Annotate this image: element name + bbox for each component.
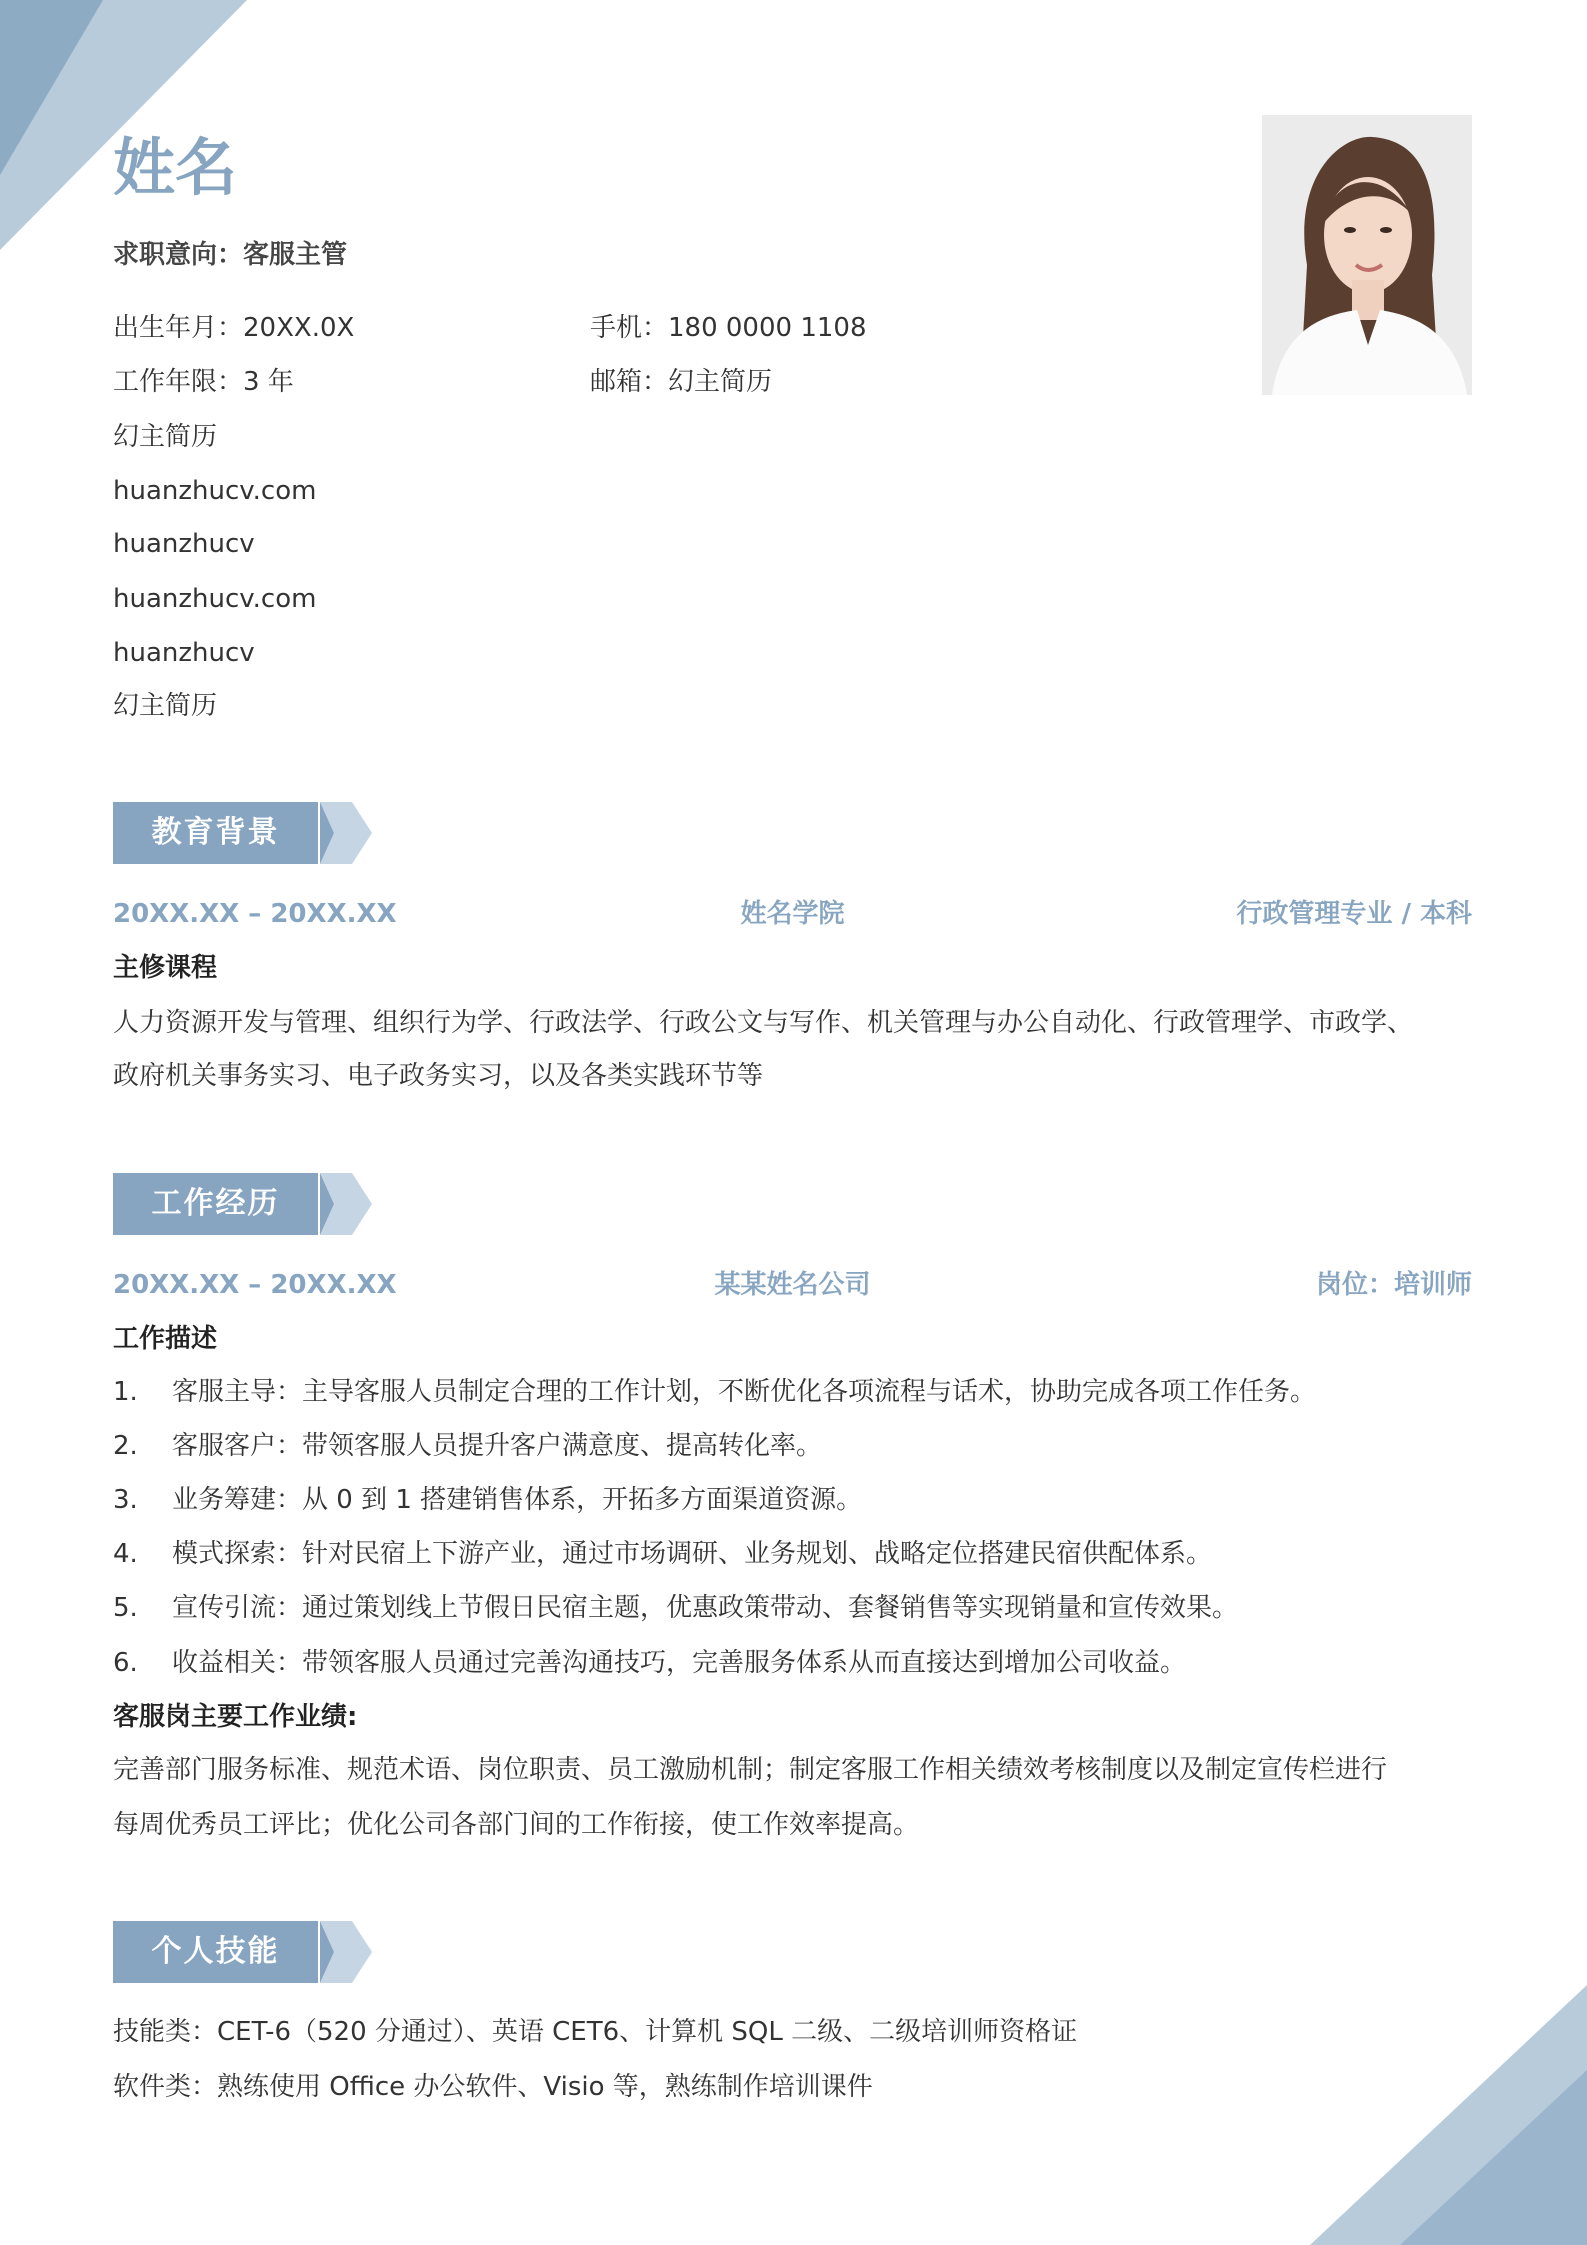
- corner-decoration-bottom-right: [1300, 1970, 1587, 2245]
- item-text: 业务筹建：从 0 到 1 搭建销售体系，开拓多方面渠道资源。: [172, 1485, 863, 1515]
- info-line: 幻主简历: [113, 691, 218, 721]
- candidate-name: 姓名: [113, 131, 238, 204]
- item-text: 客服主导：主导客服人员制定合理的工作计划，不断优化各项流程与话术，协助完成各项工作任务。: [172, 1377, 1317, 1407]
- section-header-skills: [113, 1921, 373, 1983]
- section-title: 工作经历: [113, 1173, 318, 1235]
- job-intent: 求职意向：客服主管: [113, 240, 348, 270]
- education-subtitle: 主修课程: [113, 953, 218, 983]
- item-text: 收益相关：带领客服人员通过完善沟通技巧，完善服务体系从而直接达到增加公司收益。: [172, 1648, 1187, 1678]
- education-school: 姓名学院: [740, 899, 845, 929]
- work-company: 某某姓名公司: [714, 1270, 871, 1300]
- info-line: huanzhucv.com: [113, 584, 317, 614]
- item-number: 4.: [113, 1539, 138, 1569]
- chevron-icon: [320, 802, 375, 864]
- item-number: 5.: [113, 1593, 138, 1623]
- chevron-icon: [320, 1921, 375, 1983]
- info-experience-years: 工作年限：3 年: [113, 367, 294, 397]
- profile-photo: [1262, 115, 1472, 395]
- item-text: 客服客户：带领客服人员提升客户满意度、提高转化率。: [172, 1431, 823, 1461]
- item-text: 模式探索：针对民宿上下游产业，通过市场调研、业务规划、战略定位搭建民宿供配体系。: [172, 1539, 1213, 1569]
- achievements-line: 每周优秀员工评比；优化公司各部门间的工作衔接，使工作效率提高。: [113, 1810, 920, 1840]
- chevron-icon: [320, 1173, 375, 1235]
- info-line: huanzhucv: [113, 638, 255, 668]
- skills-line: 技能类：CET-6（520 分通过）、英语 CET6、计算机 SQL 二级、二级培训师资格证: [113, 2017, 1078, 2047]
- work-date: 20XX.XX – 20XX.XX: [113, 1270, 397, 1300]
- education-major: 行政管理专业 / 本科: [1236, 899, 1472, 929]
- education-courses-line: 政府机关事务实习、电子政务实习，以及各类实践环节等: [113, 1061, 764, 1091]
- education-courses-line: 人力资源开发与管理、组织行为学、行政法学、行政公文与写作、机关管理与办公自动化、行政管理学、市政学、: [113, 1008, 1414, 1038]
- section-title: 教育背景: [113, 802, 318, 864]
- info-phone: 手机：180 0000 1108: [590, 313, 867, 343]
- skills-line: 软件类：熟练使用 Office 办公软件、Visio 等，熟练制作培训课件: [113, 2072, 873, 2102]
- info-email: 邮箱：幻主简历: [590, 367, 773, 397]
- item-number: 1.: [113, 1377, 138, 1407]
- info-birth: 出生年月：20XX.0X: [113, 313, 355, 343]
- work-position: 岗位：培训师: [1315, 1270, 1472, 1300]
- info-line: 幻主简历: [113, 422, 218, 452]
- item-number: 3.: [113, 1485, 138, 1515]
- info-line: huanzhucv.com: [113, 476, 317, 506]
- achievements-line: 完善部门服务标准、规范术语、岗位职责、员工激励机制；制定客服工作相关绩效考核制度以及制定宣传栏进行: [113, 1755, 1388, 1785]
- item-number: 6.: [113, 1648, 138, 1678]
- education-entry-header: [113, 887, 1472, 941]
- section-header-work: [113, 1173, 373, 1235]
- achievements-title: 客服岗主要工作业绩:: [113, 1702, 358, 1732]
- work-subtitle: 工作描述: [113, 1324, 218, 1354]
- section-header-education: [113, 802, 373, 864]
- info-line: huanzhucv: [113, 529, 255, 559]
- section-title: 个人技能: [113, 1921, 318, 1983]
- education-date: 20XX.XX – 20XX.XX: [113, 899, 397, 929]
- corner-decoration-top-left: [0, 0, 260, 260]
- item-number: 2.: [113, 1431, 138, 1461]
- work-entry-header: [113, 1258, 1472, 1312]
- item-text: 宣传引流：通过策划线上节假日民宿主题，优惠政策带动、套餐销售等实现销量和宣传效果。: [172, 1593, 1239, 1623]
